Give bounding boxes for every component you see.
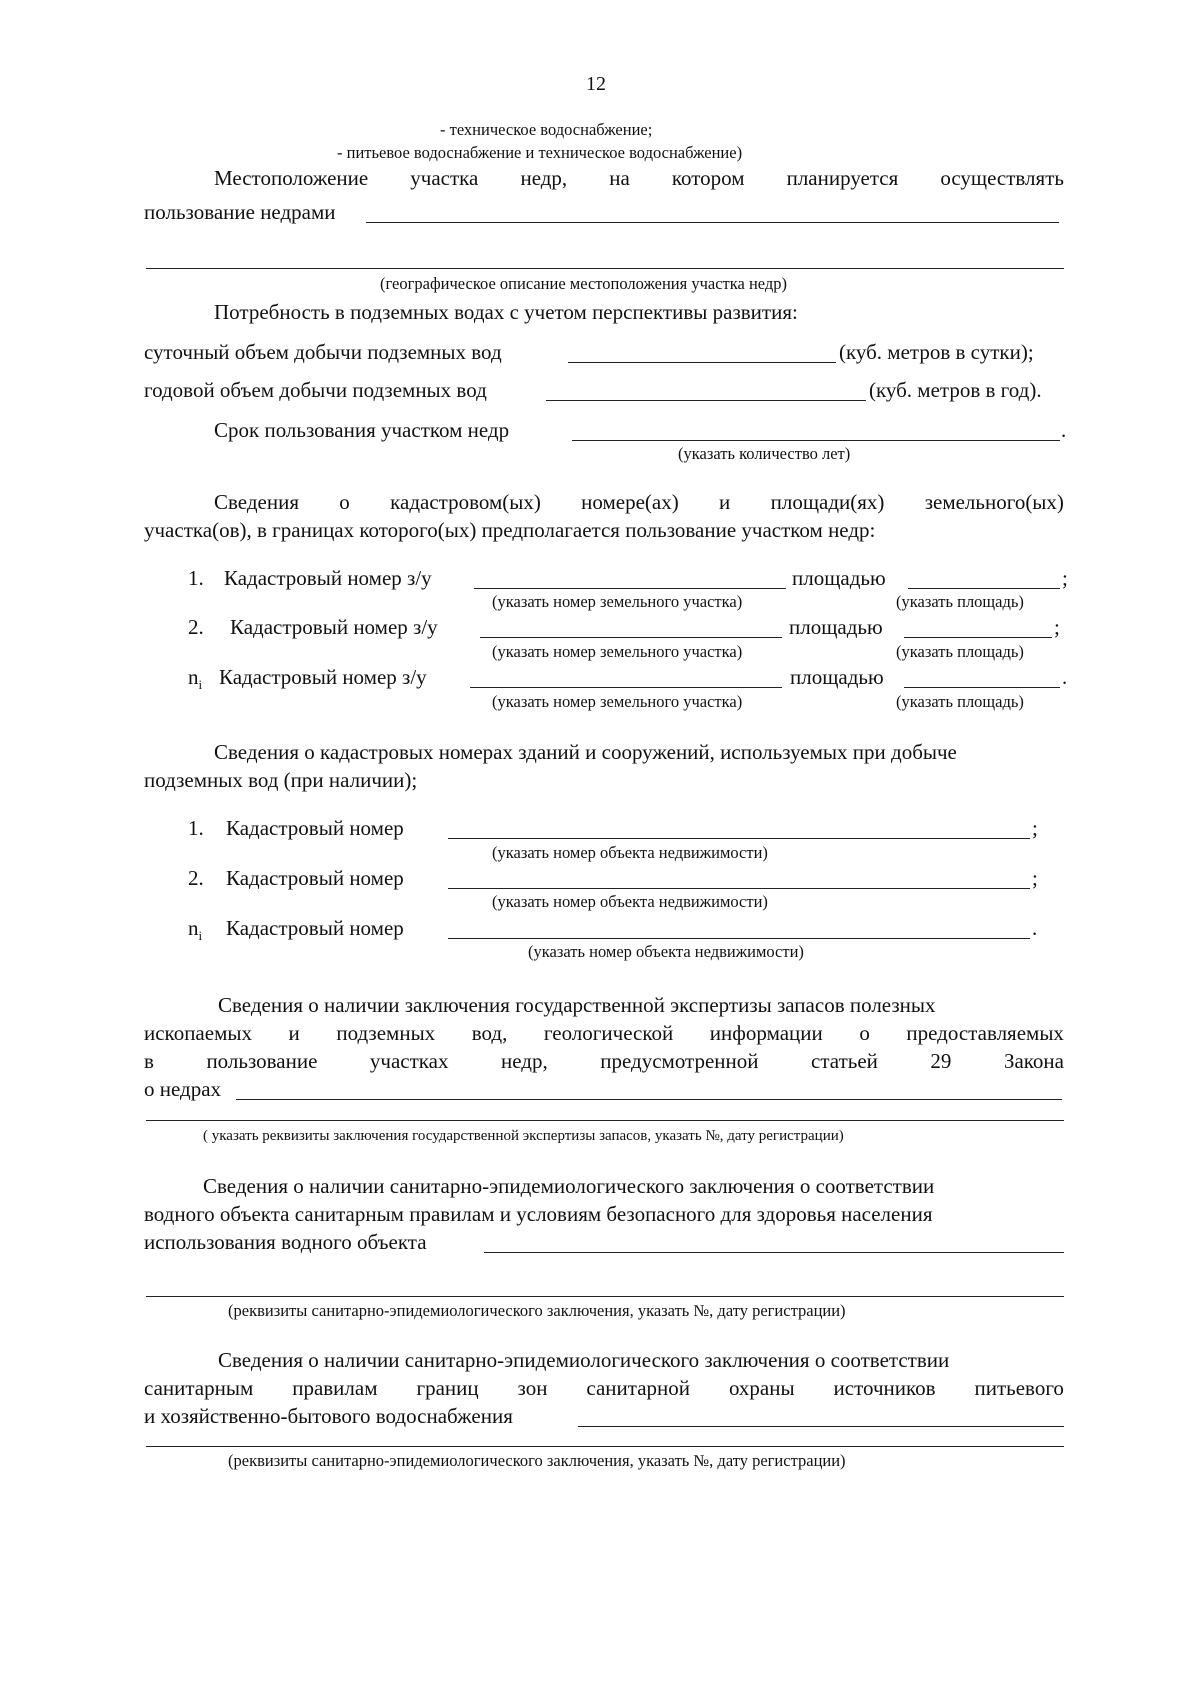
land-item-number: 2.	[188, 615, 204, 639]
word: на	[609, 166, 630, 190]
building-item-number: 1.	[188, 816, 204, 840]
land-area-label: площадью	[792, 566, 886, 590]
buildings-heading: Сведения о кадастровых номерах зданий и сооружений, используемых при добыче	[214, 740, 957, 764]
sanitary-water-input-line[interactable]	[484, 1252, 1064, 1253]
location-label: пользование недрами	[144, 200, 336, 224]
land-item-number: $n_i$	[188, 665, 203, 693]
annual-volume-input[interactable]	[546, 400, 866, 401]
expertise-input-line[interactable]	[236, 1099, 1062, 1100]
building-caption: (указать номер объекта недвижимости)	[492, 892, 768, 911]
land-caption-area: (указать площадь)	[896, 692, 1024, 711]
term-caption: (указать количество лет)	[678, 444, 851, 463]
expertise-line-3	[144, 1051, 1064, 1072]
word: предоставляемых	[906, 1021, 1064, 1045]
word: кадастровом(ых)	[390, 490, 541, 514]
term-end: .	[1061, 418, 1067, 442]
building-caption: (указать номер объекта недвижимости)	[492, 843, 768, 862]
word: охраны	[728, 1376, 795, 1400]
page-number: 12	[586, 73, 606, 95]
word: санитарным	[144, 1376, 254, 1400]
land-item-end: ;	[1054, 615, 1060, 639]
land-caption-number: (указать номер земельного участка)	[492, 692, 743, 711]
expertise-heading: Сведения о наличии заключения государственной экспертизы запасов полезных	[218, 993, 936, 1017]
word: ископаемых	[144, 1021, 252, 1045]
word: Местоположение	[214, 166, 369, 190]
word: котором	[671, 166, 745, 190]
header-line-2: - питьевое водоснабжение и техническое водоснабжение)	[337, 143, 743, 162]
word: номере(ах)	[581, 490, 679, 514]
sanitary-water-label: использования водного объекта	[144, 1230, 427, 1254]
land-caption-number: (указать номер земельного участка)	[492, 642, 743, 661]
word: пользование	[206, 1049, 318, 1073]
daily-volume-input[interactable]	[568, 362, 836, 363]
sanitary-zones-input-line-2[interactable]	[146, 1446, 1064, 1447]
word: границ	[416, 1376, 479, 1400]
sanitary-water-input-line-2[interactable]	[146, 1296, 1064, 1297]
land-item-number: 1.	[188, 566, 204, 590]
location-caption: (географическое описание местоположения участка недр)	[380, 274, 788, 293]
expertise-label: о недрах	[144, 1077, 222, 1101]
word: планируется	[786, 166, 899, 190]
land-item-end: .	[1062, 665, 1068, 689]
building-cadastral-input[interactable]	[448, 938, 1030, 939]
sanitary-zones-label: и хозяйственно-бытового водоснабжения	[144, 1404, 513, 1428]
annual-volume-label: годовой объем добычи подземных вод	[144, 378, 487, 402]
word: статьей	[811, 1049, 878, 1073]
location-input-line-2[interactable]	[146, 268, 1064, 269]
land-area-input[interactable]	[904, 637, 1052, 638]
word: земельного(ых)	[924, 490, 1064, 514]
land-heading	[214, 492, 1064, 513]
word: зон	[517, 1376, 548, 1400]
word: о	[339, 490, 350, 514]
word: Сведения	[214, 490, 299, 514]
word: подземных	[336, 1021, 436, 1045]
word: в	[144, 1049, 154, 1073]
building-item-number: 2.	[188, 866, 204, 890]
word: 29	[930, 1049, 952, 1073]
word: вод,	[471, 1021, 508, 1045]
word: предусмотренной	[600, 1049, 759, 1073]
word: участках	[369, 1049, 449, 1073]
building-item-end: ;	[1032, 866, 1038, 890]
land-item-label: Кадастровый номер з/у	[230, 615, 438, 639]
word: правилам	[292, 1376, 378, 1400]
building-item-end: ;	[1032, 816, 1038, 840]
land-area-input[interactable]	[904, 687, 1060, 688]
land-caption-number: (указать номер земельного участка)	[492, 592, 743, 611]
buildings-heading-line-2: подземных вод (при наличии);	[144, 768, 418, 792]
annual-volume-unit: (куб. метров в год).	[869, 378, 1042, 402]
expertise-caption: ( указать реквизиты заключения государственной экспертизы запасов, указать №, дату регистрации)	[203, 1128, 844, 1144]
word: санитарной	[586, 1376, 691, 1400]
building-item-label: Кадастровый номер	[226, 866, 404, 890]
building-cadastral-input[interactable]	[448, 838, 1030, 839]
land-cadastral-input[interactable]	[474, 588, 786, 589]
sanitary-zones-line-2	[144, 1378, 1064, 1399]
sanitary-zones-caption: (реквизиты санитарно-эпидемиологического заключения, указать №, дату регистрации)	[228, 1451, 846, 1470]
land-cadastral-input[interactable]	[470, 687, 782, 688]
word: недр,	[520, 166, 568, 190]
land-caption-area: (указать площадь)	[896, 592, 1024, 611]
word: питьевого	[974, 1376, 1064, 1400]
sanitary-water-line-2: водного объекта санитарным правилам и условиям безопасного для здоровья населения	[144, 1202, 933, 1226]
word: и	[719, 490, 731, 514]
land-cadastral-input[interactable]	[480, 637, 782, 638]
word: участка	[410, 166, 479, 190]
term-label: Срок пользования участком недр	[214, 418, 510, 442]
land-area-label: площадью	[790, 665, 884, 689]
term-input[interactable]	[572, 440, 1060, 441]
daily-volume-label: суточный объем добычи подземных вод	[144, 340, 502, 364]
daily-volume-unit: (куб. метров в сутки);	[839, 340, 1034, 364]
location-input-line[interactable]	[366, 222, 1059, 223]
building-cadastral-input[interactable]	[448, 888, 1030, 889]
land-area-label: площадью	[789, 615, 883, 639]
expertise-line-2	[144, 1023, 1064, 1044]
building-caption: (указать номер объекта недвижимости)	[528, 942, 804, 961]
land-item-label: Кадастровый номер з/у	[219, 665, 427, 689]
sanitary-zones-input-line[interactable]	[578, 1426, 1064, 1427]
needs-heading: Потребность в подземных водах с учетом перспективы развития:	[214, 300, 798, 324]
location-heading	[214, 168, 1064, 189]
header-line-1: - техническое водоснабжение;	[440, 120, 653, 139]
word: осуществлять	[940, 166, 1064, 190]
word: источников	[833, 1376, 936, 1400]
word: недр,	[501, 1049, 548, 1073]
land-heading-line-2: участка(ов), в границах которого(ых) предполагается пользование участком недр:	[144, 518, 876, 542]
building-item-label: Кадастровый номер	[226, 816, 404, 840]
sanitary-water-caption: (реквизиты санитарно-эпидемиологического заключения, указать №, дату регистрации)	[228, 1301, 846, 1320]
land-caption-area: (указать площадь)	[896, 642, 1024, 661]
building-item-number: $n_i$	[188, 916, 203, 944]
expertise-input-line-2[interactable]	[146, 1120, 1064, 1121]
word: Закона	[1003, 1049, 1064, 1073]
land-item-end: ;	[1062, 566, 1068, 590]
sanitary-zones-heading: Сведения о наличии санитарно-эпидемиологического заключения о соответствии	[218, 1348, 950, 1372]
land-area-input[interactable]	[908, 588, 1060, 589]
word: информации	[709, 1021, 823, 1045]
word: о	[859, 1021, 870, 1045]
word: геологической	[543, 1021, 674, 1045]
word: и	[288, 1021, 300, 1045]
building-item-end: .	[1032, 916, 1038, 940]
building-item-label: Кадастровый номер	[226, 916, 404, 940]
land-item-label: Кадастровый номер з/у	[224, 566, 432, 590]
word: площади(ях)	[770, 490, 885, 514]
sanitary-water-heading: Сведения о наличии санитарно-эпидемиологического заключения о соответствии	[203, 1174, 935, 1198]
